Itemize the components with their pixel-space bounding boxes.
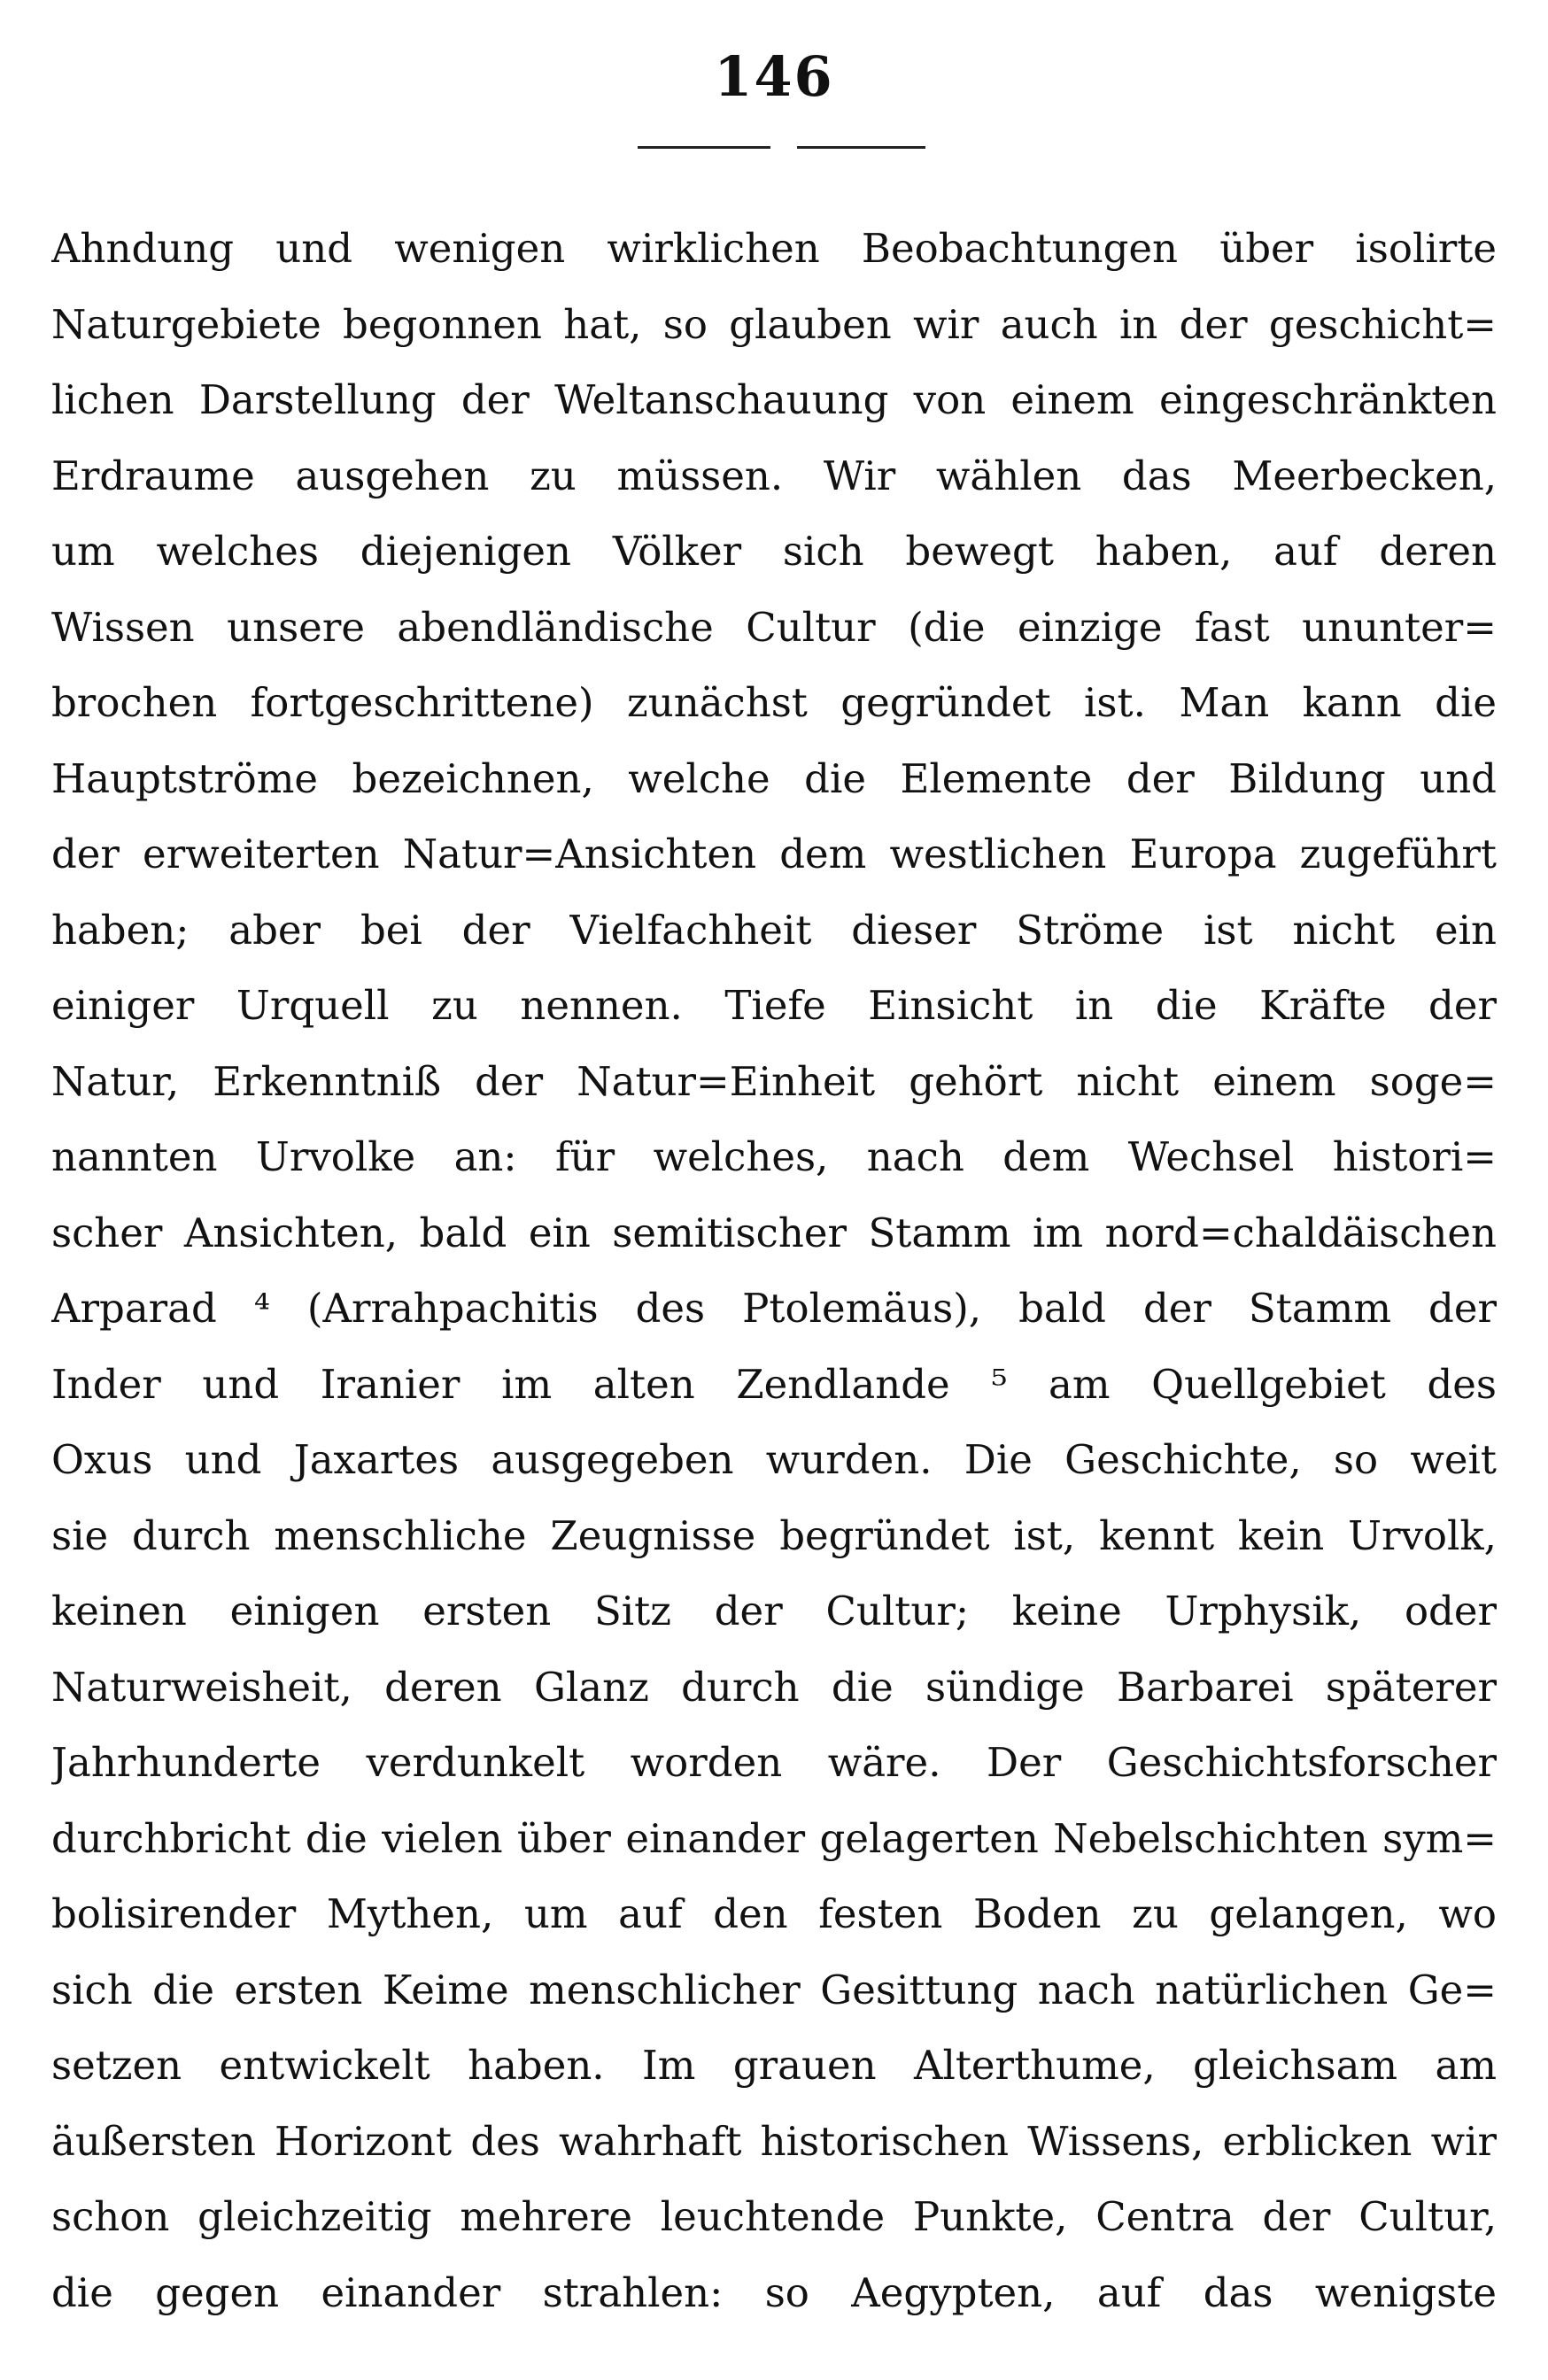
- text-line: äußersten Horizont des wahrhaft historischen Wissens, erblicken wir: [51, 2117, 1497, 2165]
- text-line: Inder und Iranier im alten Zendlande ⁵ am Quellgebiet des: [51, 1360, 1497, 1408]
- text-line: der erweiterten Natur=Ansichten dem westlichen Europa zugeführt: [51, 831, 1497, 877]
- text-line: Jahrhunderte verdunkelt worden wäre. Der Geschichtsforscher: [51, 1739, 1497, 1786]
- text-line: scher Ansichten, bald ein semitischer Stamm im nord=chaldäischen: [51, 1209, 1497, 1256]
- text-line: Naturweisheit, deren Glanz durch die sündige Barbarei späterer: [51, 1663, 1497, 1711]
- text-line: lichen Darstellung der Weltanschauung von einem eingeschränkten: [51, 376, 1497, 423]
- text-line: nannten Urvolke an: für welches, nach dem Wechsel histori=: [51, 1133, 1497, 1180]
- body-text: [51, 211, 1497, 2330]
- text-line: setzen entwickelt haben. Im grauen Alterthume, gleichsam am: [51, 2042, 1497, 2089]
- text-line: Natur, Erkenntniß der Natur=Einheit gehört nicht einem soge=: [51, 1057, 1497, 1105]
- text-line: einiger Urquell zu nennen. Tiefe Einsicht in die Kräfte der: [51, 982, 1497, 1029]
- text-line: haben; aber bei der Vielfachheit dieser Ströme ist nicht ein: [51, 906, 1497, 954]
- text-line: Arparad ⁴ (Arrahpachitis des Ptolemäus), bald der Stamm der: [51, 1285, 1497, 1332]
- text-line: Naturgebiete begonnen hat, so glauben wir auch in der geschicht=: [51, 300, 1497, 348]
- text-line: sich die ersten Keime menschlicher Gesittung nach natürlichen Ge=: [51, 1966, 1497, 2013]
- text-line: Hauptströme bezeichnen, welche die Elemente der Bildung und: [51, 754, 1497, 802]
- text-line: Ahndung und wenigen wirklichen Beobachtungen über isolirte: [51, 225, 1497, 272]
- text-line: Oxus und Jaxartes ausgegeben wurden. Die Geschichte, so weit: [51, 1436, 1497, 1483]
- text-line: die gegen einander strahlen: so Aegypten, auf das wenigste: [51, 2268, 1497, 2316]
- text-line: schon gleichzeitig mehrere leuchtende Punkte, Centra der Cultur,: [51, 2193, 1497, 2240]
- text-line: Erdraume ausgehen zu müssen. Wir wählen das Meerbecken,: [51, 452, 1497, 499]
- header-rule-left: [638, 146, 770, 149]
- text-line: brochen fortgeschrittene) zunächst gegründet ist. Man kann die: [51, 679, 1497, 726]
- text-line: bolisirender Mythen, um auf den festen Boden zu gelangen, wo: [51, 1890, 1497, 1937]
- text-line: Wissen unsere abendländische Cultur (die einzige fast ununter=: [51, 603, 1497, 651]
- header-rule-right: [797, 146, 925, 149]
- text-line: um welches diejenigen Völker sich bewegt haben, auf deren: [51, 528, 1497, 575]
- text-line: keinen einigen ersten Sitz der Cultur; keine Urphysik, oder: [51, 1588, 1497, 1634]
- text-line: durchbricht die vielen über einander gelagerten Nebelschichten sym=: [51, 1814, 1497, 1862]
- page-number: 146: [714, 44, 834, 109]
- text-line: sie durch menschliche Zeugnisse begründet ist, kennt kein Urvolk,: [51, 1511, 1497, 1559]
